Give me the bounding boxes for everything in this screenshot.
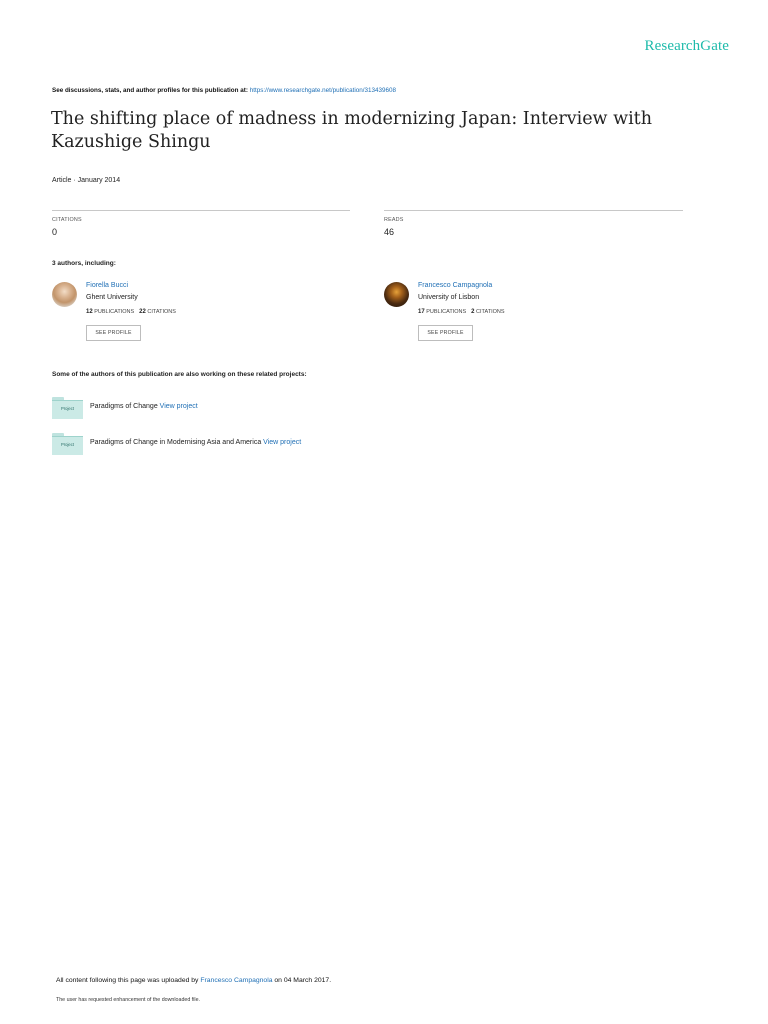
publications-count: 12 bbox=[86, 309, 93, 315]
author-institution: Ghent University bbox=[86, 294, 138, 301]
uploaded-note bbox=[56, 977, 331, 984]
reads-value: 46 bbox=[384, 227, 395, 237]
reads-label: READS bbox=[384, 217, 404, 223]
avatar[interactable] bbox=[384, 282, 409, 307]
publications-count: 17 bbox=[418, 309, 425, 315]
avatar[interactable] bbox=[52, 282, 77, 307]
view-project-link[interactable]: View project bbox=[263, 439, 302, 446]
citations-label: CITATIONS bbox=[52, 217, 82, 223]
author-name-link[interactable]: Fiorella Bucci bbox=[86, 282, 129, 289]
uploaded-prefix: All content following this page was uploaded by bbox=[56, 977, 201, 984]
citations-label: CITATIONS bbox=[147, 309, 176, 315]
author-institution: University of Lisbon bbox=[418, 294, 480, 301]
uploaded-suffix: on 04 March 2017. bbox=[272, 977, 332, 984]
project-icon-label: Project bbox=[60, 442, 75, 447]
projects-heading: Some of the authors of this publication are also working on these related projects: bbox=[52, 371, 307, 378]
authors-heading: 3 authors, including: bbox=[52, 260, 116, 267]
enhancement-note: The user has requested enhancement of the downloaded file. bbox=[56, 997, 200, 1003]
publication-url-link[interactable]: https://www.researchgate.net/publication/313439608 bbox=[249, 87, 397, 94]
researchgate-logo[interactable]: ResearchGate bbox=[644, 38, 729, 54]
publication-title: The shifting place of madness in modernizing Japan: Interview with Kazushige Shingu bbox=[51, 109, 652, 152]
author-card bbox=[384, 281, 684, 345]
project-name: Paradigms of Change bbox=[90, 403, 158, 410]
citations-count: 22 bbox=[139, 309, 146, 315]
publications-label: PUBLICATIONS bbox=[426, 309, 467, 315]
author-stats bbox=[86, 309, 176, 315]
project-item bbox=[52, 433, 452, 457]
citations-label: CITATIONS bbox=[476, 309, 505, 315]
publications-label: PUBLICATIONS bbox=[94, 309, 135, 315]
author-card bbox=[52, 281, 352, 345]
discussion-line bbox=[52, 87, 396, 94]
project-folder-icon bbox=[52, 397, 83, 419]
project-name: Paradigms of Change in Modernising Asia and America bbox=[90, 439, 262, 446]
project-item bbox=[52, 397, 452, 421]
project-icon-label: Project bbox=[60, 406, 75, 411]
see-profile-button[interactable]: SEE PROFILE bbox=[418, 325, 473, 341]
project-text bbox=[90, 403, 198, 410]
project-folder-icon bbox=[52, 433, 83, 455]
author-name-link[interactable]: Francesco Campagnola bbox=[418, 282, 493, 289]
citations-divider bbox=[52, 210, 350, 211]
citations-count: 2 bbox=[471, 309, 475, 315]
citations-value: 0 bbox=[52, 227, 58, 237]
see-profile-button[interactable]: SEE PROFILE bbox=[86, 325, 141, 341]
publication-meta: Article · January 2014 bbox=[52, 177, 121, 184]
view-project-link[interactable]: View project bbox=[159, 403, 198, 410]
discussion-text: See discussions, stats, and author profiles for this publication at: bbox=[52, 87, 250, 94]
uploader-link[interactable]: Francesco Campagnola bbox=[200, 977, 273, 984]
project-text bbox=[90, 439, 301, 446]
author-stats bbox=[418, 309, 505, 315]
reads-divider bbox=[384, 210, 683, 211]
